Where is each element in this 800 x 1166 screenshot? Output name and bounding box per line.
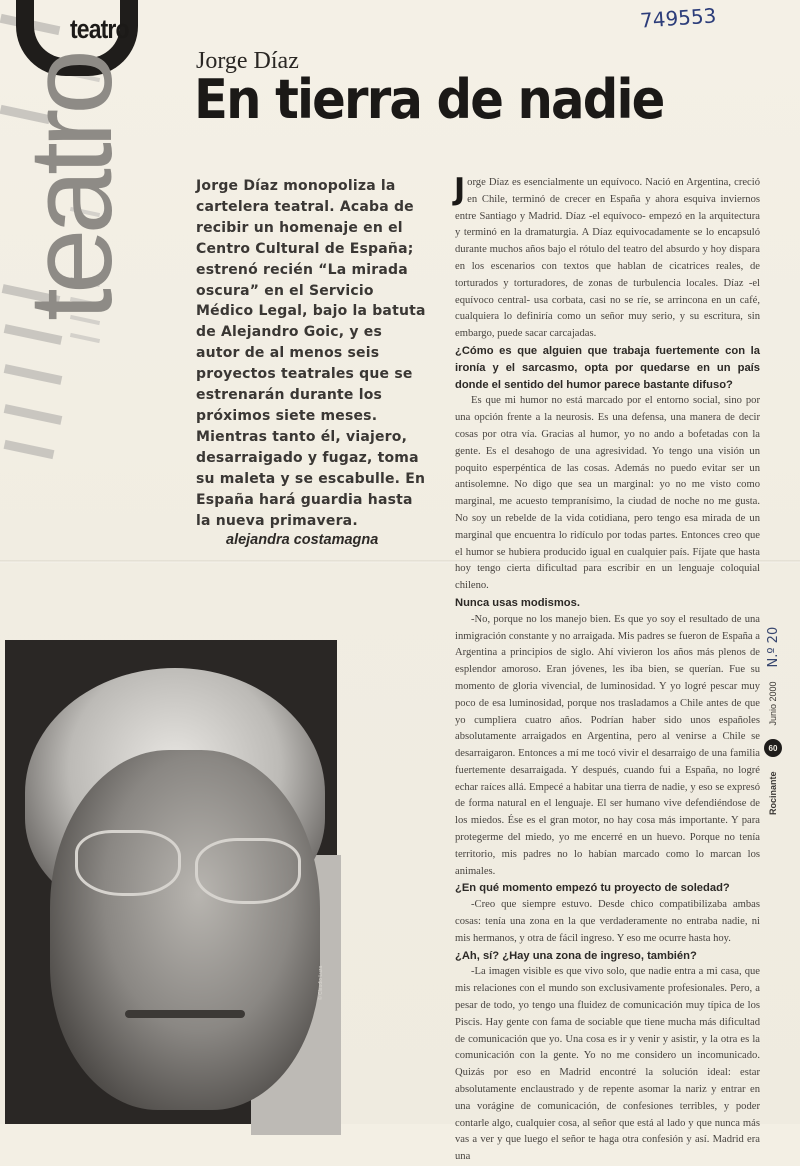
interview-answer: -La imagen visible es que vivo solo, que nadie entra a mi casa, que mis relaciones con el mundo son exclusivamente profesionales. Pero, a pesar de todo, yo tengo una fluidez de comunicación muy típica de los Piscis. Hay gente con fama de sociable que tiene mucha más dificultad de comunicación que yo. Una cosa es ir y venir y asistir, y la otra es la comunicación con la gente. Yo no me considero un incomunicado. Quizás por eso en Madrid encontré la solución ideal: estar absolutamente enclaustrado y de repente asomar la nariz y entrar en una vorágine de comunicación, de confesiones terribles, y poder contarle algo, cualquier cosa, al señor que está al lado y que nunca más vas a ver y que luego el señor te haga otra confesión y así. Madrid era una xyxy=(455,966,760,1163)
decorative-stripe xyxy=(4,404,63,425)
photo-face xyxy=(50,750,320,1110)
decorative-stripe xyxy=(4,440,55,459)
interview-answer: -No, porque no los manejo bien. Es que yo soy el resultado de una inmigración constante y no arraigada. Mis padres se fueron de España a Argentina a principios de siglo. Ahí vivieron los años más plenos de esplendor amoroso. Eran jóvenes, les iba bien, se querían. Fue su momento de gloria vivencial, de luminosidad. Y yo logré pescar muy poco de esa luminosidad, porque nos trasladamos a Chile antes de que yo cumpliera cuatro años. Podrían haber sido unos españoles absolutamente arraigados en Argentina, pero al venirse a Chile se desarraigaron. Entonces a mí me tocó vivir el desarraigo de una familia fuertemente desarraigada. Y después, cuando fui a España, no logré echar raíces allá. Empecé a habitar una tierra de nadie, y eso se expresó de forma natural en el lenguaje. El ser humano vive defendiéndose de los miedos. Ése es el gran motor, no hay cosa más importante. Y para protegerme del miedo, yo me encerré en un huevo. Porque no tenía territorio, mis padres no lo habían marcado como lo marcan los animales. xyxy=(455,613,760,877)
decorative-stripe xyxy=(70,333,100,343)
interview-answer: -Creo que siempre estuvo. Desde chico compatibilizaba ambas cosas: tenía una zona en la que verdaderamente no entraba nadie, ni mis hermanos, y otra de fácil ingreso. Y eso me ocurre hasta hoy. xyxy=(455,899,760,944)
lede-paragraph: Jorge Díaz monopoliza la cartelera teatral. Acaba de recibir un homenaje en el Centro Cultural de España; estrenó recién “La mirada oscura” en el Servicio Médico Legal, bajo la batuta de Alejandro Goic, y es autor de al menos seis proyectos teatrales que se estrenarán durante los próximos siete meses. Mientras tanto él, viajero, desarraigado y fugaz, toma su maleta y se escabulle. En España hará guardia hasta la nueva primavera. xyxy=(196,178,426,529)
article-body xyxy=(454,172,760,1166)
photo-glasses xyxy=(195,838,301,904)
photo-mouth xyxy=(125,1010,245,1018)
intro-paragraph xyxy=(454,172,760,343)
handwritten-issue-number: N.º 20 xyxy=(765,626,781,668)
interview-question: Nunca usas modismos. xyxy=(455,596,580,609)
vertical-teatro-logo xyxy=(0,0,170,560)
page-number: 60 xyxy=(764,739,782,757)
interview-answer: Es que mi humor no está marcado por el entorno social, sino por una opción frente a la neurosis. Es una defensa, una manera de decir cosas por otra vía. Gracias al humor, yo no ando a bofetadas con la gente. Es el desahogo de una agresividad. Yo tengo una visión un poquito esperpéntica de las cosas. Además no puedo evitar ser un antisolemne. No digo que sea un marginal: yo no me visto como marginal, me acuesto tempranísimo, la ciudad de noche no me gusta. No soy un rebelde de la vida cotidiana, pero tengo esa mirada de un marginal que encuentra lo ridículo por todas partes. Entonces creo que el humor se hubiera producido igual en cualquier país. Fíjate que hasta hoy tengo cierta dificultad para escribir en un lenguaje coloquial chileno. xyxy=(455,395,760,592)
page-folio xyxy=(764,627,782,815)
byline: alejandra costamagna xyxy=(226,532,379,548)
magazine-name: Rocinante xyxy=(768,771,778,815)
photo-credit: © Claudio Luza xyxy=(318,965,324,1000)
vertical-logo-word: teatro xyxy=(4,55,137,321)
interview-question: ¿En qué momento empezó tu proyecto de soledad? xyxy=(455,882,730,895)
issue-date: Junio 2000 xyxy=(768,681,778,726)
photo-glasses xyxy=(75,830,181,896)
interview-question: ¿Cómo es que alguien que trabaja fuertemente con la ironía y el sarcasmo, opta por quedarse en un país donde el sentido del humor parece bastante difuso? xyxy=(455,344,760,391)
handwritten-archive-number: 749553 xyxy=(639,3,718,33)
drop-cap: J xyxy=(454,172,466,207)
section-tag: teatro xyxy=(70,14,129,44)
interview-question: ¿Ah, sí? ¿Hay una zona de ingreso, también? xyxy=(455,949,697,962)
headline: En tierra de nadie xyxy=(194,68,664,131)
portrait-photo xyxy=(5,640,337,1124)
decorative-stripe xyxy=(4,364,63,385)
decorative-stripe xyxy=(4,324,63,345)
intro-text: orge Díaz es esencialmente un equívoco. Nació en Argentina, creció en Chile, terminó de crecer en España y ahora esquiva inviernos entre Santiago y Madrid. Díaz -el equívoco- empezó en la arquitectura y terminó en la dramaturgia. A Díaz equivocadamente se lo encapsuló durante muchos años bajo el rótulo del teatro del absurdo y hoy dispara en los escenarios con textos que hablan de cicatrices reales, de torturados y torturadores, de zonas de turbulencia locales. Díaz -el equívoco central- usa corbata, casi no se ríe, se arrincona en un café, cualquiera lo definiría como un señor muy serio, y su escritura, sin embargo, puede sacar carcajadas. xyxy=(455,177,760,340)
author-name: Jorge Díaz xyxy=(196,48,299,74)
